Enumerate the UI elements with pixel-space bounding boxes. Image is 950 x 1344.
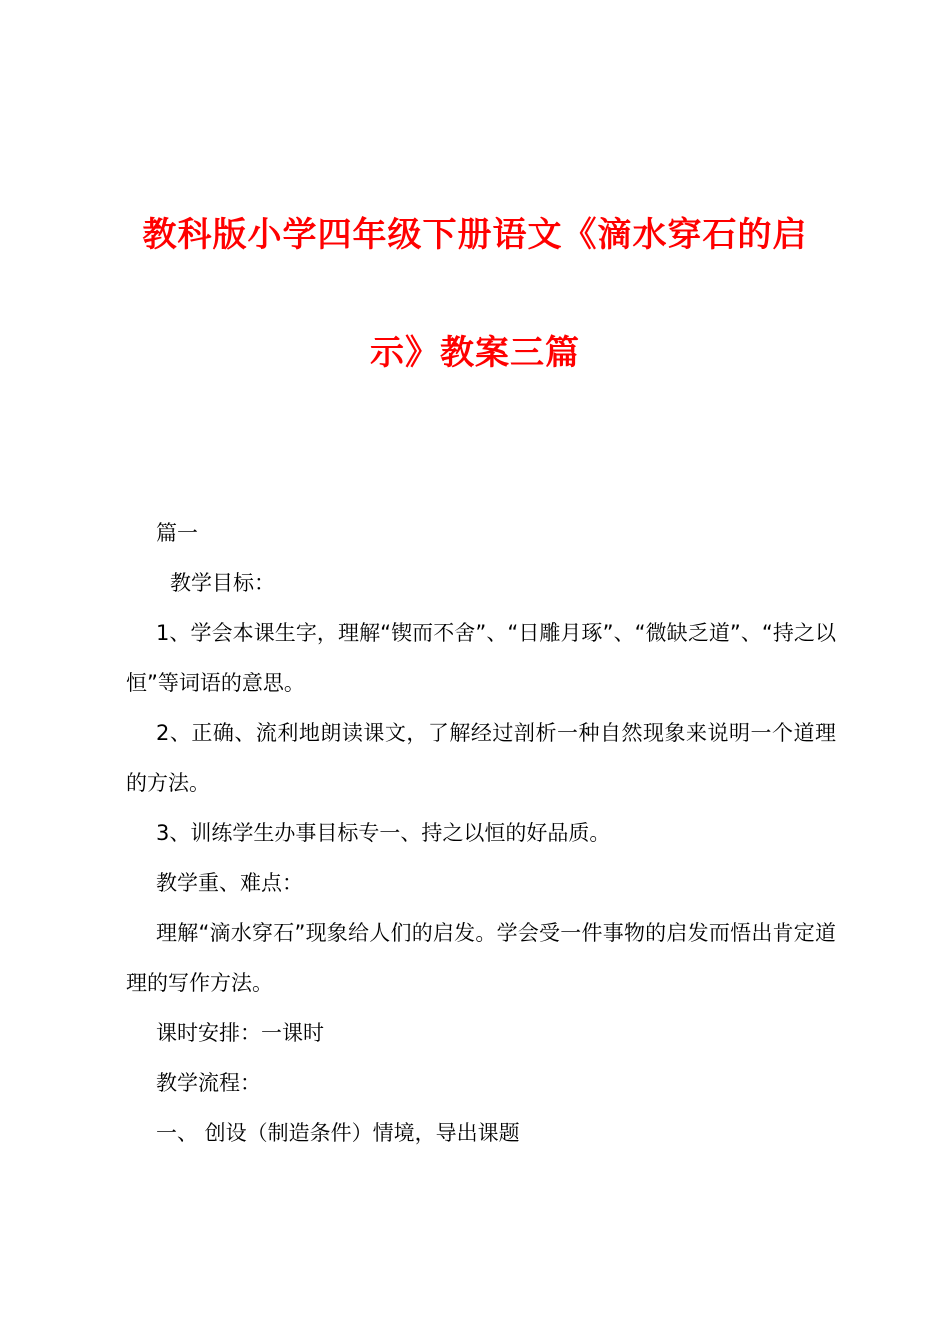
process-heading: 教学流程： [156, 1071, 261, 1095]
goal-item-3: 3、训练学生办事目标专一、持之以恒的好品质。 [156, 821, 611, 845]
goal-item-1: 1、学会本课生字，理解“锲而不舍”、“日雕月琢”、“微缺乏道”、“持之以恒”等词语的意思。 [126, 621, 836, 695]
section-heading: 篇一 [156, 521, 198, 545]
process-step-1: 一、 创设（制造条件）情境，导出课题 [156, 1121, 520, 1145]
document-title-line-2: 示》教案三篇 [370, 333, 580, 373]
teaching-goals-heading: 教学目标： [170, 571, 275, 595]
schedule-text: 课时安排：一课时 [156, 1021, 324, 1045]
document-title-line-1: 教科版小学四年级下册语文《滴水穿石的启 [142, 215, 808, 255]
goal-item-2: 2、正确、流利地朗读课文，了解经过剖析一种自然现象来说明一个道理的方法。 [126, 721, 836, 795]
key-points-text: 理解“滴水穿石”现象给人们的启发。学会受一件事物的启发而悟出肯定道理的写作方法。 [126, 921, 836, 995]
document-body [126, 508, 836, 1158]
key-points-heading: 教学重、难点： [156, 871, 303, 895]
